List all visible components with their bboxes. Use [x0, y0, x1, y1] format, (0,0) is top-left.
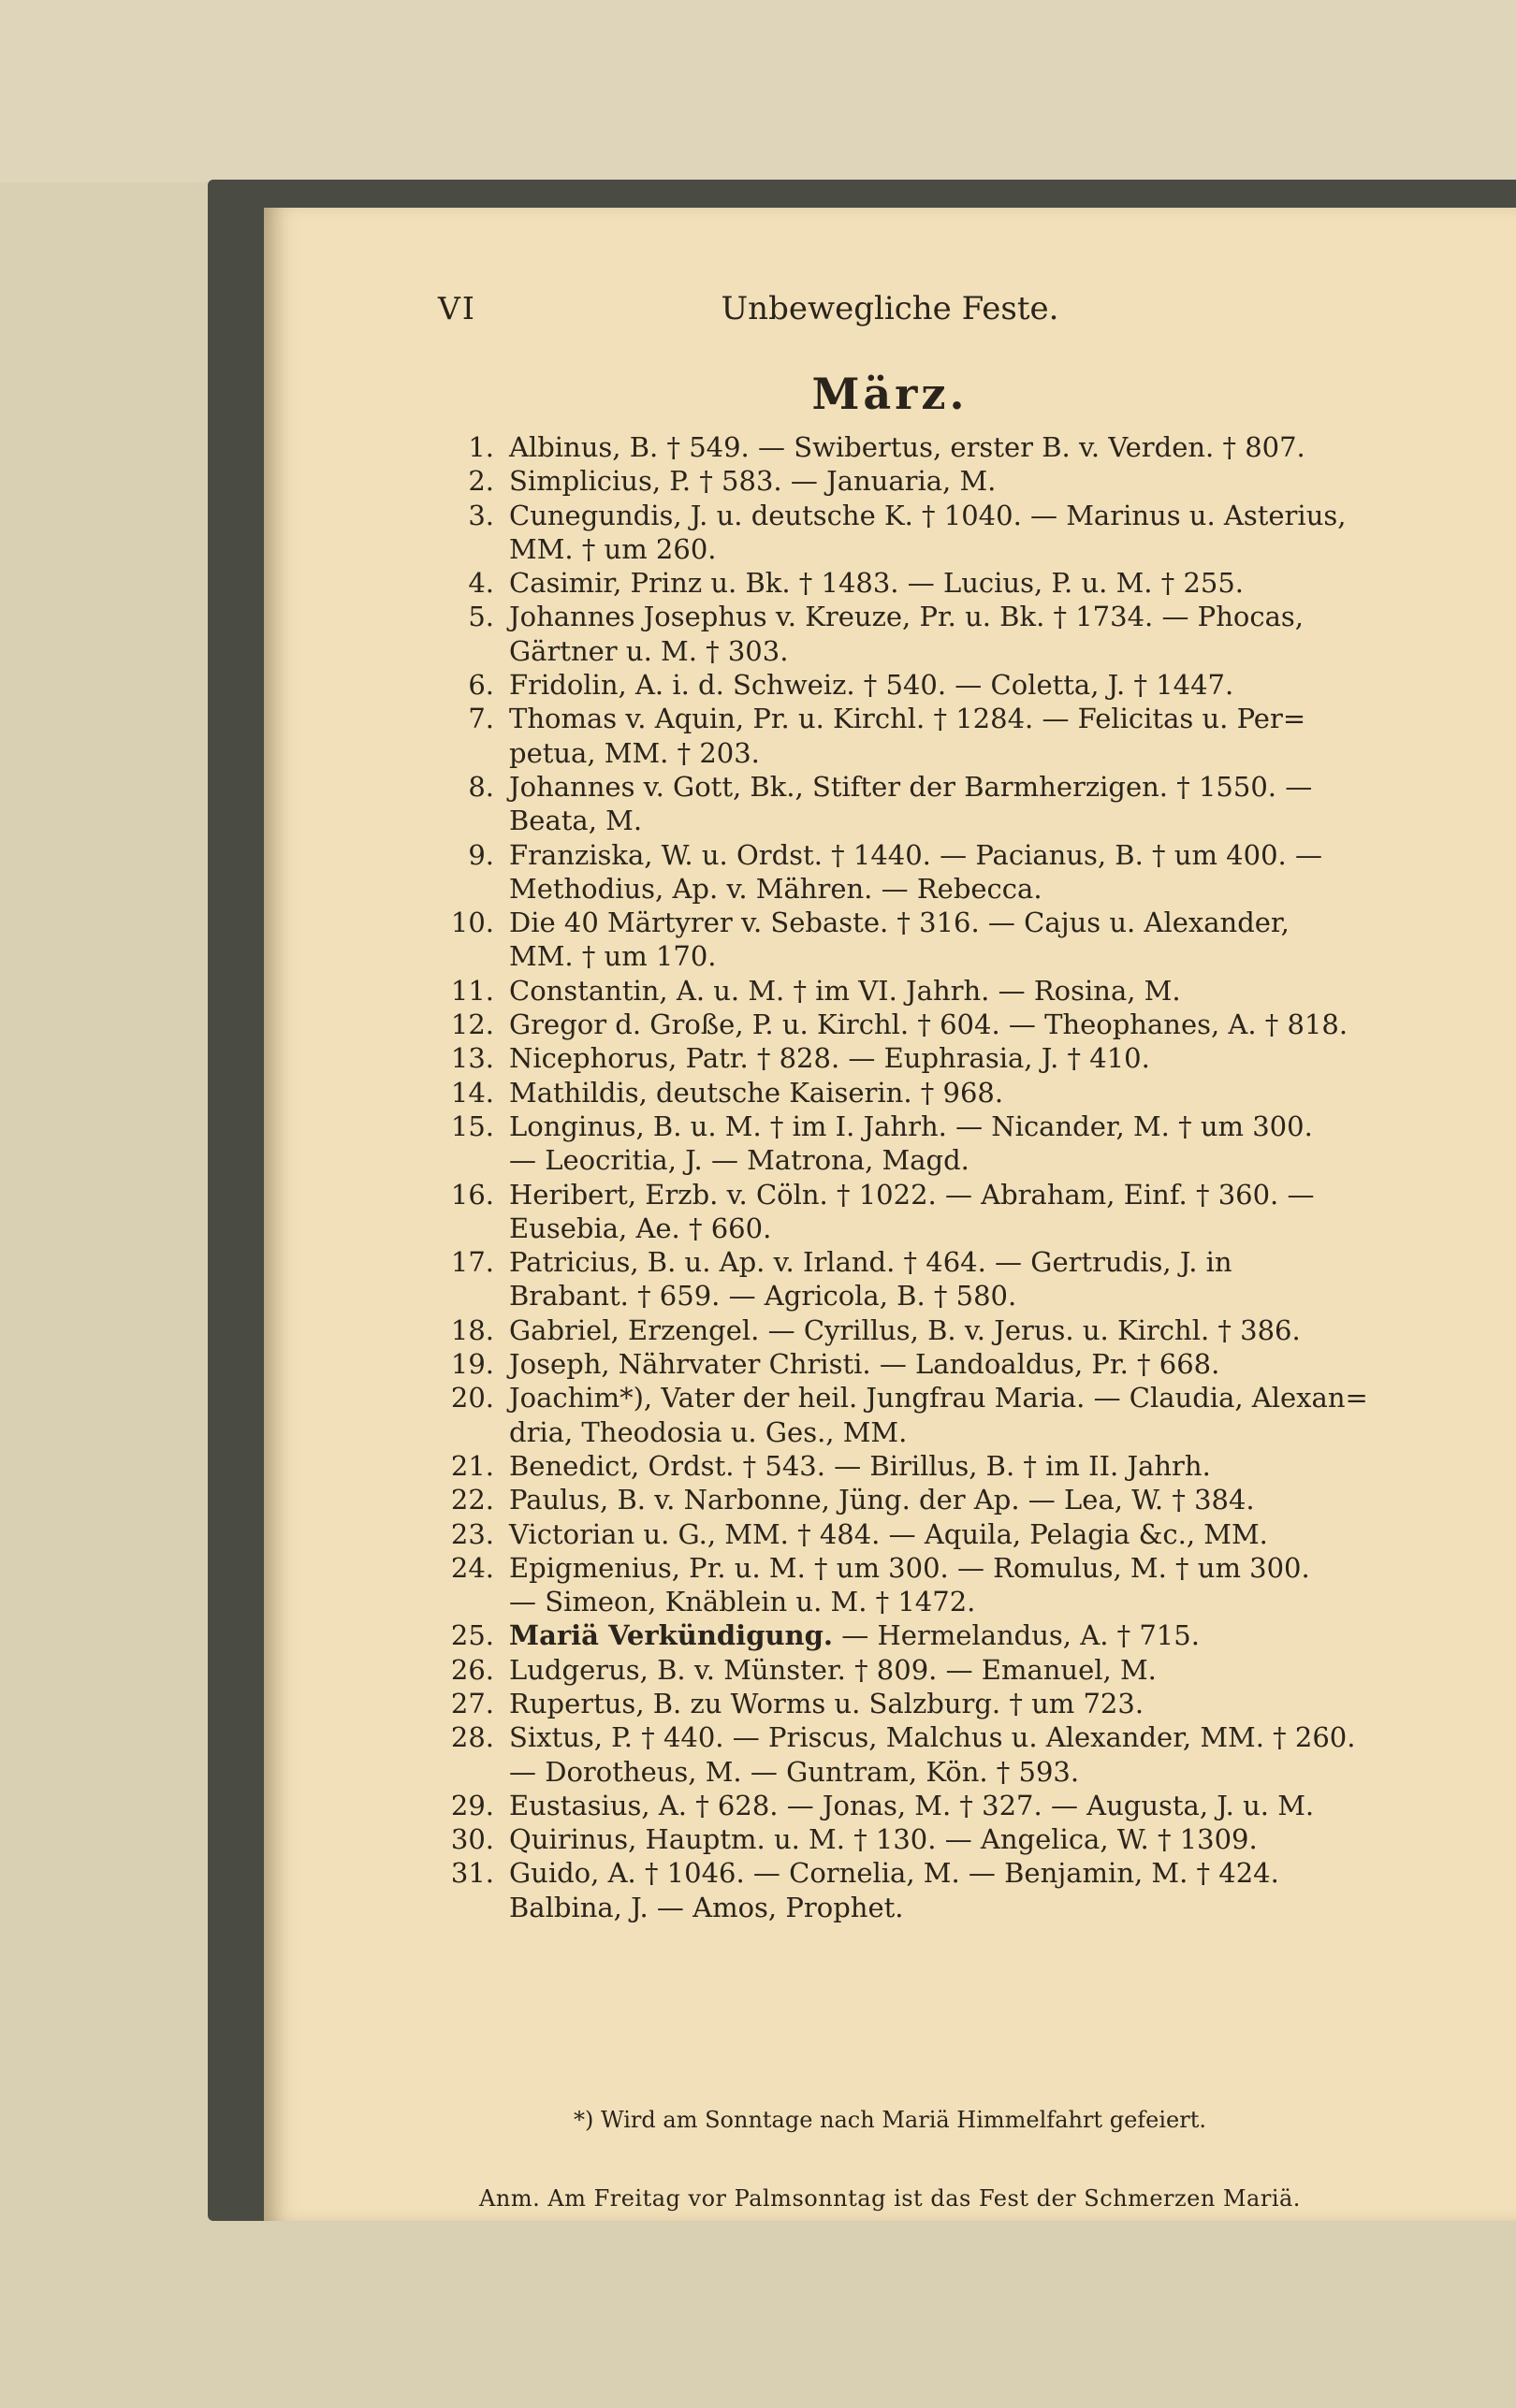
- footnote: *) Wird am Sonntage nach Mariä Himmelfahrt gefeiert.: [574, 2107, 1206, 2133]
- entry-text: [509, 430, 1383, 464]
- entry-text: [509, 974, 1383, 1008]
- calendar-entry: [438, 1551, 1383, 1619]
- day-number: 10.: [450, 907, 494, 939]
- entry-line: Patricius, B. u. Ap. v. Irland. † 464. — Gertrudis, J. in: [509, 1246, 1232, 1279]
- entry-text: [509, 1076, 1383, 1110]
- entry-line: Longinus, B. u. M. † im I. Jahrh. — Nicander, M. † um 300.: [509, 1110, 1313, 1142]
- entry-text: [509, 600, 1383, 668]
- calendar-entry: [438, 1041, 1383, 1075]
- entry-line: Mathildis, deutsche Kaiserin. † 968.: [509, 1076, 1004, 1109]
- entry-line: Constantin, A. u. M. † im VI. Jahrh. — Rosina, M.: [509, 974, 1181, 1007]
- entry-line: dria, Theodosia u. Ges., MM.: [509, 1415, 908, 1448]
- day-number: 11.: [450, 974, 494, 1007]
- day-number: 2.: [468, 465, 494, 498]
- day-number: 22.: [450, 1484, 494, 1516]
- calendar-entry: [438, 1856, 1383, 1924]
- calendar-entry: [438, 974, 1383, 1008]
- entry-text: [509, 1381, 1383, 1449]
- calendar-entry: [438, 1347, 1383, 1381]
- entry-line: — Simeon, Knäblein u. M. † 1472.: [509, 1586, 976, 1618]
- entry-text: [509, 1041, 1383, 1075]
- day-number: 31.: [450, 1857, 494, 1890]
- entry-line: — Dorotheus, M. — Guntram, Kön. † 593.: [509, 1755, 1080, 1788]
- calendar-entry: [438, 1483, 1383, 1516]
- day-number: 30.: [450, 1823, 494, 1856]
- entry-text: [509, 1449, 1383, 1483]
- entry-text: [509, 1618, 1383, 1652]
- calendar-entry: [438, 770, 1383, 838]
- calendar-entry: [438, 566, 1383, 600]
- day-number: 8.: [468, 770, 494, 803]
- day-number: 9.: [468, 838, 494, 871]
- page-content: [264, 208, 1516, 2221]
- entry-line-rest: — Hermelandus, A. † 715.: [833, 1619, 1200, 1652]
- entry-text: [509, 464, 1383, 498]
- calendar-entry: [438, 1449, 1383, 1483]
- entry-line: Paulus, B. v. Narbonne, Jüng. der Ap. — Lea, W. † 384.: [509, 1484, 1255, 1516]
- day-number: 21.: [450, 1449, 494, 1482]
- day-number: 27.: [450, 1687, 494, 1719]
- entry-line: Ludgerus, B. v. Münster. † 809. — Emanuel, M.: [509, 1653, 1157, 1686]
- entry-text: [509, 906, 1383, 974]
- entry-line: Gregor d. Große, P. u. Kirchl. † 604. — Theophanes, A. † 818.: [509, 1008, 1348, 1041]
- entry-line: Heribert, Erzb. v. Cöln. † 1022. — Abraham, Einf. † 360. —: [509, 1178, 1315, 1211]
- entry-line: Gärtner u. M. † 303.: [509, 634, 789, 667]
- day-number: 13.: [450, 1042, 494, 1075]
- calendar-entry: [438, 1822, 1383, 1856]
- day-number: 16.: [450, 1178, 494, 1211]
- entry-text: [509, 1178, 1383, 1246]
- calendar-entry: [438, 499, 1383, 567]
- day-number: 1.: [468, 431, 494, 463]
- entry-text: [509, 1517, 1383, 1551]
- calendar-entry: [438, 1313, 1383, 1347]
- entry-line: Fridolin, A. i. d. Schweiz. † 540. — Coletta, J. † 1447.: [509, 669, 1234, 702]
- entry-line: Franziska, W. u. Ordst. † 1440. — Pacianus, B. † um 400. —: [509, 838, 1322, 871]
- day-number: 12.: [450, 1008, 494, 1041]
- entry-text: [509, 1687, 1383, 1720]
- day-number: 29.: [450, 1789, 494, 1821]
- calendar-entry: [438, 1687, 1383, 1720]
- entry-line: Benedict, Ordst. † 543. — Birillus, B. † im II. Jahrh.: [509, 1449, 1211, 1482]
- entry-text: [509, 1483, 1383, 1516]
- calendar-entry: [438, 1110, 1383, 1178]
- day-number: 4.: [468, 567, 494, 600]
- entry-line: [509, 1618, 1383, 1652]
- calendar-entry: [438, 1008, 1383, 1041]
- calendar-entry: [438, 1381, 1383, 1449]
- entry-line: Quirinus, Hauptm. u. M. † 130. — Angelica, W. † 1309.: [509, 1823, 1258, 1856]
- page-title: Unbewegliche Feste.: [721, 290, 1059, 327]
- day-number: 17.: [450, 1246, 494, 1279]
- entry-line: Epigmenius, Pr. u. M. † um 300. — Romulus, M. † um 300.: [509, 1551, 1310, 1584]
- entry-text: [509, 1822, 1383, 1856]
- day-number: 28.: [450, 1721, 494, 1754]
- entry-text: [509, 499, 1383, 567]
- entry-text: [509, 770, 1383, 838]
- entry-text: [509, 668, 1383, 702]
- day-number: 26.: [450, 1653, 494, 1686]
- entry-line: Eusebia, Ae. † 660.: [509, 1211, 772, 1244]
- entry-line: Brabant. † 659. — Agricola, B. † 580.: [509, 1280, 1017, 1313]
- calendar-entry: [438, 600, 1383, 668]
- entry-text: [509, 1653, 1383, 1687]
- entry-line: Die 40 Märtyrer v. Sebaste. † 316. — Cajus u. Alexander,: [509, 907, 1290, 939]
- calendar-entry: [438, 702, 1383, 770]
- entry-line: Simplicius, P. † 583. — Januaria, M.: [509, 465, 997, 498]
- entry-line: MM. † um 260.: [509, 532, 717, 565]
- calendar-entry: [438, 1789, 1383, 1822]
- entry-text: [509, 1245, 1383, 1313]
- entry-line: Guido, A. † 1046. — Cornelia, M. — Benjamin, M. † 424.: [509, 1857, 1279, 1890]
- day-number: 24.: [450, 1551, 494, 1584]
- page-number: VI: [438, 290, 476, 326]
- entry-line: Beata, M.: [509, 805, 643, 837]
- background: [0, 0, 1516, 182]
- entry-line: Methodius, Ap. v. Mähren. — Rebecca.: [509, 872, 1042, 905]
- entry-text: [509, 1789, 1383, 1822]
- calendar-entry: [438, 430, 1383, 464]
- calendar-entry: [438, 1178, 1383, 1246]
- entry-text: [509, 1551, 1383, 1619]
- entry-line: Cunegundis, J. u. deutsche K. † 1040. — Marinus u. Asterius,: [509, 499, 1347, 531]
- annotation-note: Anm. Am Freitag vor Palmsonntag ist das Fest der Schmerzen Mariä.: [479, 2185, 1301, 2212]
- day-number: 15.: [450, 1110, 494, 1142]
- calendar-entry: [438, 1720, 1383, 1789]
- entry-line: Rupertus, B. zu Worms u. Salzburg. † um 723.: [509, 1687, 1144, 1719]
- day-number: 19.: [450, 1348, 494, 1381]
- entry-text: [509, 1347, 1383, 1381]
- calendar-entry: [438, 838, 1383, 907]
- entry-line: Joachim*), Vater der heil. Jungfrau Maria. — Claudia, Alexan=: [509, 1382, 1368, 1414]
- calendar-entry: [438, 668, 1383, 702]
- calendar-entry: [438, 1076, 1383, 1110]
- day-number: 25.: [450, 1619, 494, 1652]
- day-number: 5.: [468, 601, 494, 633]
- entry-line: Johannes v. Gott, Bk., Stifter der Barmherzigen. † 1550. —: [509, 770, 1313, 803]
- day-number: 18.: [450, 1313, 494, 1346]
- entry-text: [509, 1720, 1383, 1789]
- entry-line: Johannes Josephus v. Kreuze, Pr. u. Bk. † 1734. — Phocas,: [509, 601, 1304, 633]
- entry-line: Thomas v. Aquin, Pr. u. Kirchl. † 1284. — Felicitas u. Per=: [509, 703, 1306, 735]
- day-number: 6.: [468, 669, 494, 702]
- day-number: 20.: [450, 1382, 494, 1414]
- book-page: [264, 208, 1516, 2221]
- entry-line: Victorian u. G., MM. † 484. — Aquila, Pelagia &c., MM.: [509, 1517, 1268, 1550]
- day-number: 23.: [450, 1517, 494, 1550]
- entry-text: [509, 702, 1383, 770]
- calendar-entry: [438, 1517, 1383, 1551]
- day-number: 14.: [450, 1076, 494, 1109]
- calendar-entry: [438, 1618, 1383, 1652]
- day-number: 3.: [468, 499, 494, 531]
- entry-text: [509, 1856, 1383, 1924]
- entry-text: [509, 1110, 1383, 1178]
- entry-line: Gabriel, Erzengel. — Cyrillus, B. v. Jerus. u. Kirchl. † 386.: [509, 1313, 1301, 1346]
- entry-line: Casimir, Prinz u. Bk. † 1483. — Lucius, P. u. M. † 255.: [509, 567, 1245, 600]
- entry-text: [509, 1313, 1383, 1347]
- entry-text: [509, 566, 1383, 600]
- calendar-entry: [438, 464, 1383, 498]
- entry-line: petua, MM. † 203.: [509, 736, 760, 769]
- calendar-entry: [438, 906, 1383, 974]
- calendar-entry: [438, 1245, 1383, 1313]
- entry-text: [509, 1008, 1383, 1041]
- running-head: [264, 290, 1516, 337]
- entry-line: — Leocritia, J. — Matrona, Magd.: [509, 1144, 969, 1177]
- feast-name: Mariä Verkündigung.: [509, 1619, 834, 1652]
- entry-line: Eustasius, A. † 628. — Jonas, M. † 327. — Augusta, J. u. M.: [509, 1789, 1315, 1821]
- entry-line: MM. † um 170.: [509, 940, 717, 973]
- entry-line: Nicephorus, Patr. † 828. — Euphrasia, J. † 410.: [509, 1042, 1150, 1075]
- entry-text: [509, 838, 1383, 907]
- entry-line: Sixtus, P. † 440. — Priscus, Malchus u. Alexander, MM. † 260.: [509, 1721, 1356, 1754]
- entry-line: Balbina, J. — Amos, Prophet.: [509, 1891, 904, 1923]
- day-number: 7.: [468, 703, 494, 735]
- entry-line: Joseph, Nährvater Christi. — Landoaldus, Pr. † 668.: [509, 1348, 1220, 1381]
- month-heading: März.: [811, 369, 969, 419]
- entry-line: Albinus, B. † 549. — Swibertus, erster B. v. Verden. † 807.: [509, 431, 1305, 463]
- calendar-entries: [438, 430, 1383, 1924]
- calendar-entry: [438, 1653, 1383, 1687]
